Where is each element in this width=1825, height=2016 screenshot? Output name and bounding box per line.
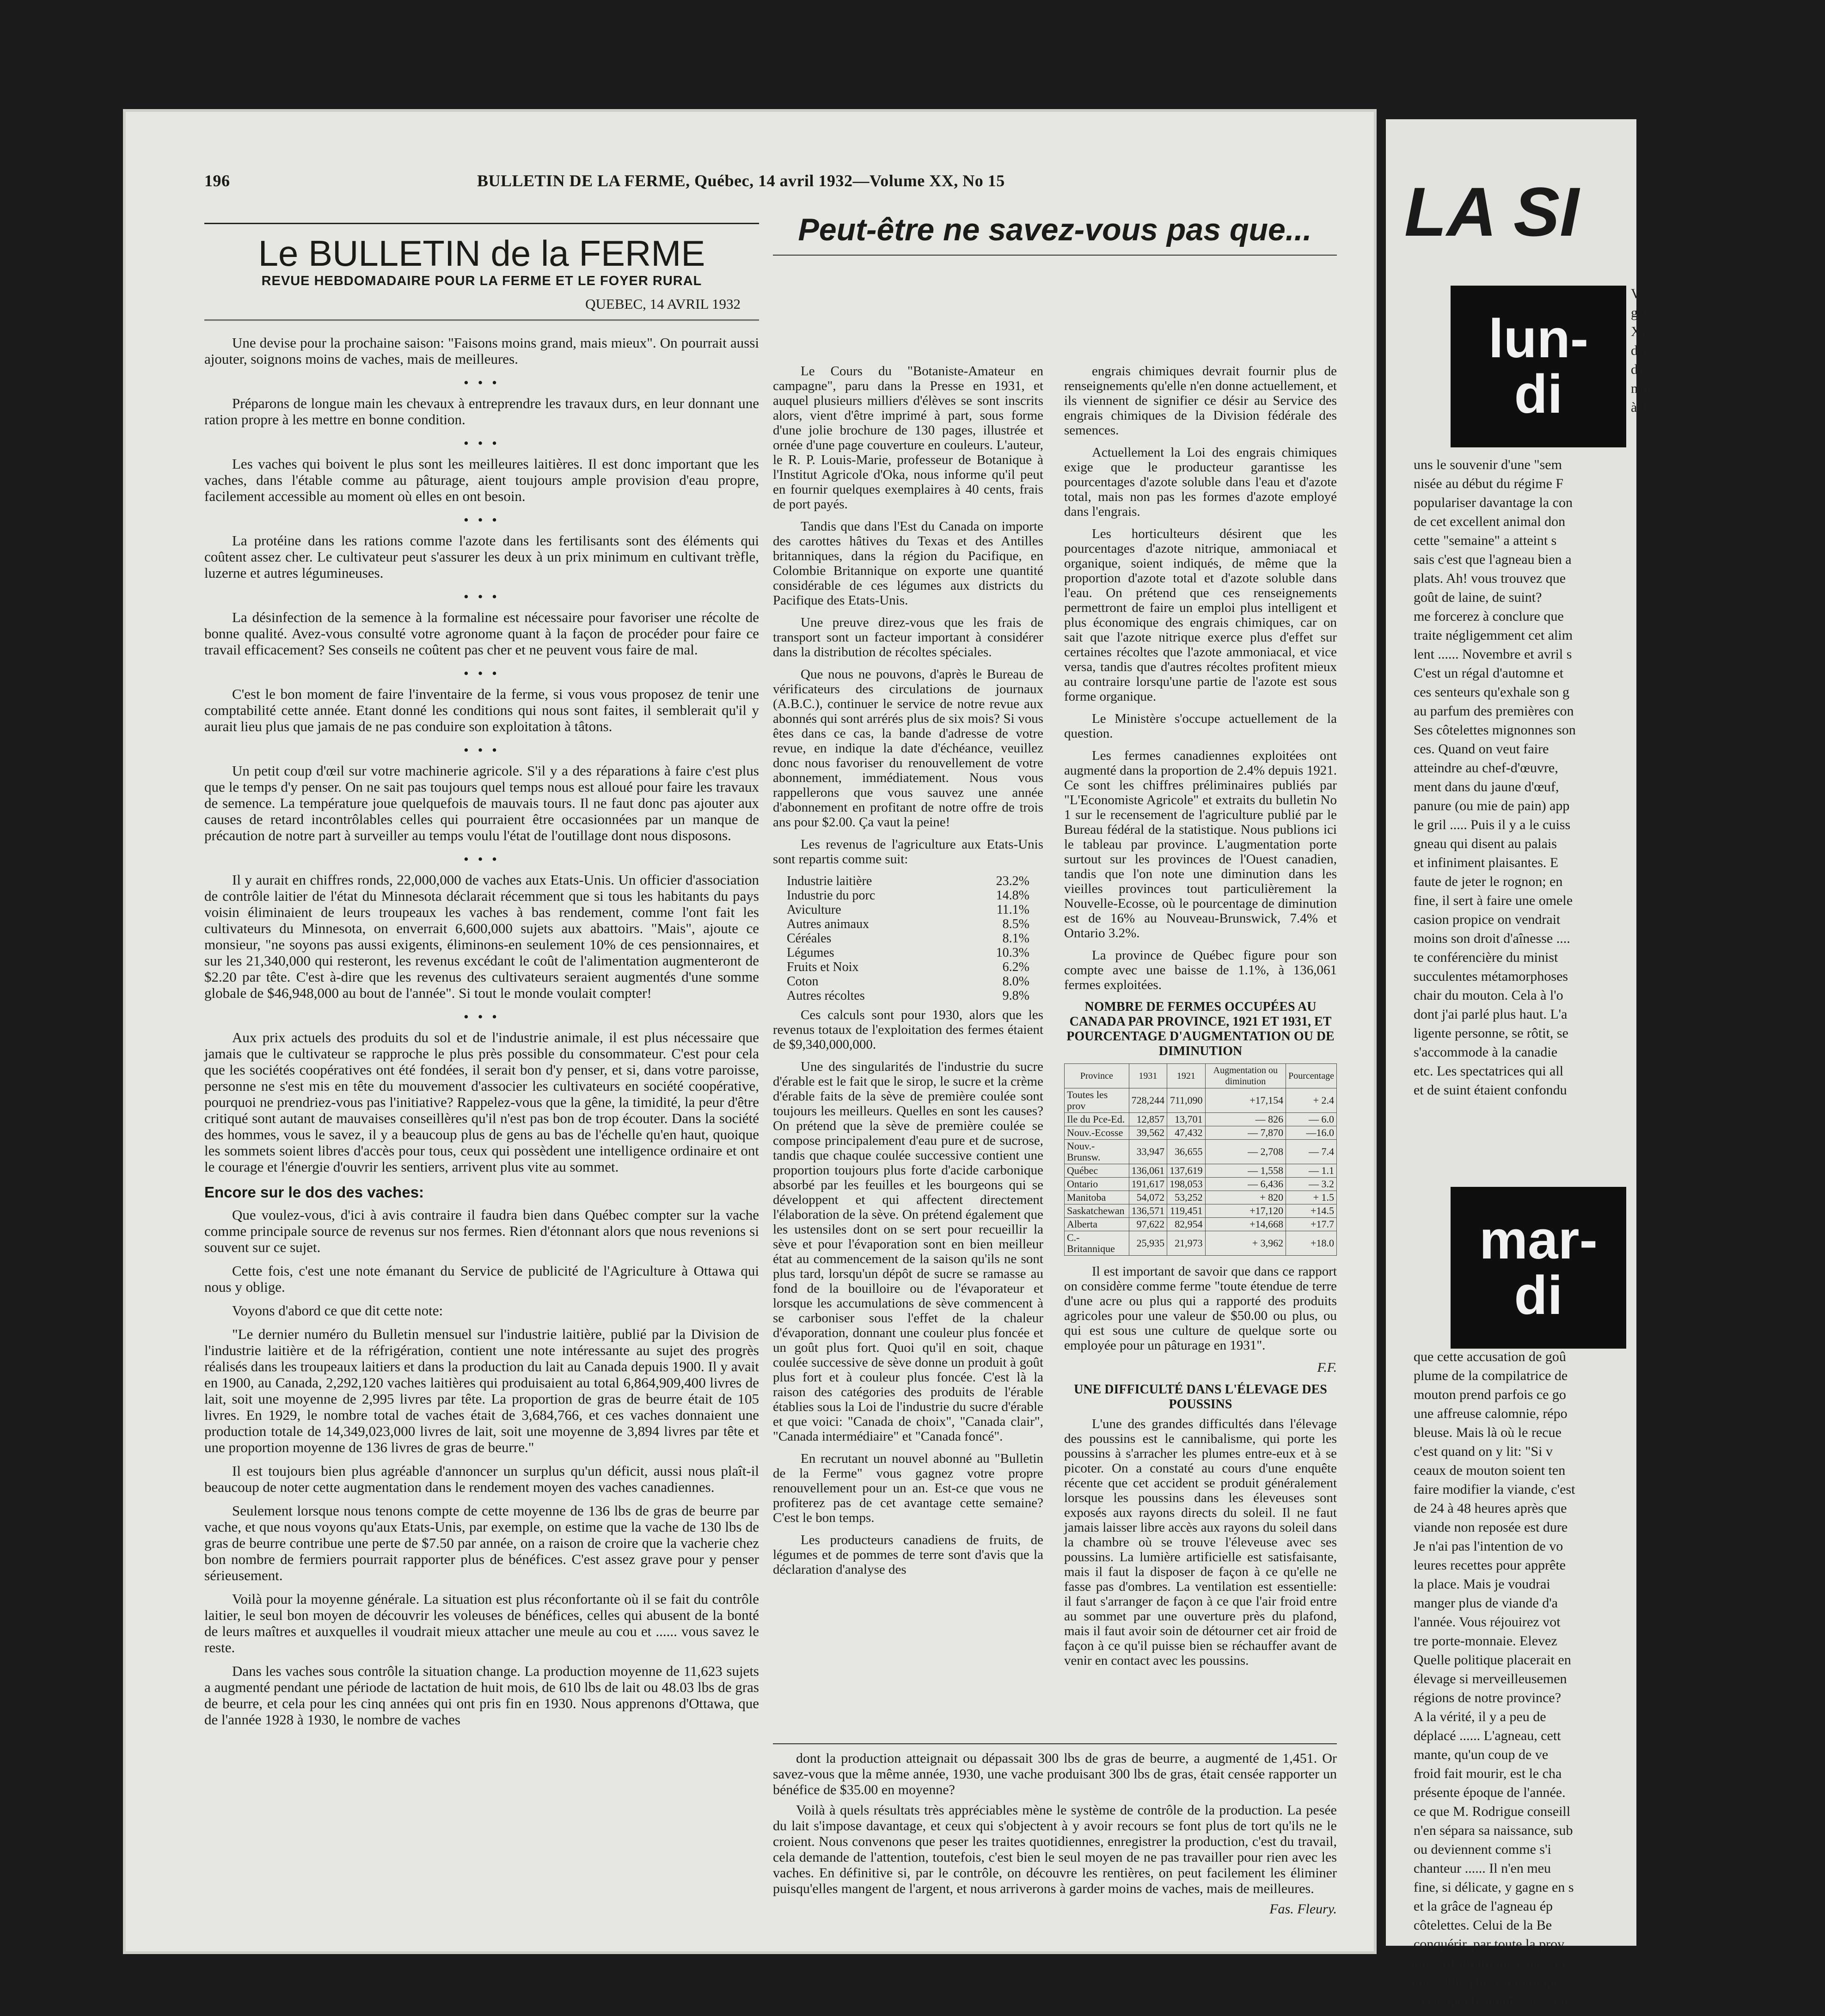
- adjacent-line: fine, il sert à faire une omele: [1414, 893, 1573, 908]
- table-cell: 728,244: [1129, 1088, 1167, 1113]
- table-cell: 97,622: [1129, 1218, 1167, 1231]
- adjacent-line: casion propice on vendrait: [1414, 912, 1561, 927]
- continued-text: [773, 1751, 1337, 1897]
- adjacent-line: atteindre au chef-d'œuvre,: [1414, 760, 1558, 776]
- revenue-percent: 10.3%: [996, 946, 1029, 960]
- adjacent-line: chair du mouton. Cela à l'o: [1414, 988, 1563, 1003]
- table-cell: — 6,436: [1205, 1178, 1286, 1191]
- table-row: [1065, 1113, 1337, 1126]
- table-cell: Ile du Pce-Ed.: [1065, 1113, 1129, 1126]
- feature-paragraph: Les revenus de l'agriculture aux Etats-Unis sont repartis comme suit:: [773, 837, 1043, 867]
- revenue-row: [787, 888, 1043, 903]
- adjacent-line: da: [1631, 343, 1644, 358]
- poussins-article: [1064, 1417, 1337, 1668]
- adjacent-line: etc. Les spectatrices qui all: [1414, 1063, 1564, 1079]
- adjacent-line: mouton prend parfois ce go: [1414, 1387, 1566, 1402]
- adjacent-line: Ve: [1631, 286, 1646, 301]
- table-cell: 82,954: [1167, 1218, 1206, 1231]
- feature-paragraph: Tandis que dans l'Est du Canada on importe des carottes hâtives du Texas et des Antilles britanniques, dans la région du Pacifique, en Colombie Britannique on exporte une quantité considérable de ces légumes aux districts du Pacifique des Etats-Unis.: [773, 519, 1043, 608]
- table-cell: 25,935: [1129, 1231, 1167, 1256]
- table-cell: +18.0: [1286, 1231, 1337, 1256]
- revenue-percent: 23.2%: [996, 874, 1029, 888]
- adjacent-line: n'en sépara sa naissance, sub: [1414, 1823, 1573, 1838]
- table-cell: +17,154: [1205, 1088, 1286, 1113]
- feature-paragraph: La province de Québec figure pour son compte avec une baisse de 1.1%, à 136,061 fermes exploitées.: [1064, 948, 1337, 992]
- adjacent-line: succulentes métamorphoses: [1414, 969, 1568, 984]
- article-paragraph: Il est toujours bien plus agréable d'annoncer un surplus qu'un déficit, aussi nous plaît-il beaucoup de noter cette augmentation dans le rendement moyen des vaches canadiennes.: [204, 1463, 759, 1495]
- table-cell: — 1,558: [1205, 1164, 1286, 1178]
- revenue-row: [787, 974, 1043, 989]
- continued-paragraph: dont la production atteignait ou dépassait 300 lbs de gras de beurre, a augmenté de 1,451. Or savez-vous que la même année, 1930, une vache produisant 300 lbs de gras, était censée rapporter un bénéfice de $35.00 en moyenne?: [773, 1751, 1337, 1797]
- table-cell: +17.7: [1286, 1218, 1337, 1231]
- table-row: [1065, 1191, 1337, 1204]
- adjacent-line: déplacé ...... L'agneau, cett: [1414, 1728, 1561, 1743]
- adjacent-line: de 24 à 48 heures après que: [1414, 1501, 1567, 1516]
- editorial-paragraph: Aux prix actuels des produits du sol et de l'industrie animale, il est plus nécessaire que jamais que le cultivateur se rapproche le plus près possible du consommateur. C'est pour cela que les sociétés coopératives ont été fondées, il serait bon d'y penser, et si, dans votre paroisse, personne ne s'est mis en tête du mouvement d'associer les cultivateurs en société coopérative, pourquoi ne prendriez-vous pas l'initiative? Rappelez-vous que la gêne, la timidité, la peur d'être critiqué sont autant de mauvaises conseillères qu'il n'est pas bon de trop écouter. Dans la société des hommes, vous le savez, il y a beaucoup plus de gens au bas de l'échelle qu'en haut, quoique les sommets soient libres d'accès pour tous, ceux qui possèdent une intelligence ordinaire et ont le courage et l'énergie d'ouvrir les sentiers, arrivent plus vite au sommet.: [204, 1029, 759, 1175]
- feature-paragraph: Les horticulteurs désirent que les pourcentages d'azote nitrique, ammoniacal et organique, soient indiqués, de même que la proportion d'azote total et d'azote soluble dans l'eau. On prétend que ces renseignements permettront de faire un emploi plus intelligent et plus économique des engrais chimiques, car on sait que l'azote nitrique exerce plus d'effet sur certaines récoltes que l'azote ammoniacal, et vice versa, tandis que d'autres récoltes profitent mieux au contraire lorsqu'une partie de l'azote est sous forme organique.: [1064, 526, 1337, 704]
- adjacent-line: de cet excellent animal don: [1414, 514, 1566, 529]
- feature-paragraph: Les producteurs canadiens de fruits, de légumes et de pommes de terre sont d'avis que la déclaration d'analyse des: [773, 1533, 1043, 1577]
- table-cell: +17,120: [1205, 1204, 1286, 1218]
- table-cell: 191,617: [1129, 1178, 1167, 1191]
- article-paragraph: Que voulez-vous, d'ici à avis contraire il faudra bien dans Québec compter sur la vache comme principale source de revenus sur nos fermes. Rien d'étonnant alors que nous revenions si souvent sur ce sujet.: [204, 1207, 759, 1255]
- day-monday-block: lun- di: [1451, 286, 1626, 447]
- table-cell: — 7.4: [1286, 1140, 1337, 1164]
- feature-paragraph: Ces calculs sont pour 1930, alors que les revenus totaux de l'exploitation des fermes étaient de $9,340,000,000.: [773, 1008, 1043, 1052]
- table-header-cell: Pourcentage: [1286, 1064, 1337, 1088]
- adjacent-line: ga: [1631, 305, 1644, 320]
- adjacent-line: de: [1631, 362, 1644, 377]
- adjacent-line: cette "semaine" a atteint s: [1414, 533, 1557, 548]
- farms-definition: [1064, 1264, 1337, 1353]
- adjacent-page: [1386, 119, 1649, 2009]
- table-cell: 136,571: [1129, 1204, 1167, 1218]
- revenue-row: [787, 931, 1043, 946]
- editorial-paragraph: La désinfection de la semence à la formaline est nécessaire pour favoriser une récolte de bonne qualité. Avez-vous consulté votre agronome quant à la façon de procéder pour faire ce travail efficacement? Ses conseils ne coûtent pas cher et ne peuvent vous faire de mal.: [204, 609, 759, 658]
- adjacent-line: faire modifier la viande, c'est: [1414, 1482, 1575, 1497]
- table-cell: +14.5: [1286, 1204, 1337, 1218]
- table-cell: — 1.1: [1286, 1164, 1337, 1178]
- table-cell: 33,947: [1129, 1140, 1167, 1164]
- editorial-paragraph: Une devise pour la prochaine saison: "Faisons moins grand, mais mieux". On pourrait aussi ajouter, soignons moins de vaches, mais de meilleures.: [204, 335, 759, 367]
- feature-notes-a: [773, 364, 1043, 867]
- feature-paragraph: Le Ministère s'occupe actuellement de la question.: [1064, 711, 1337, 741]
- table-cell: 53,252: [1167, 1191, 1206, 1204]
- adjacent-line: A la vérité, il y a peu de: [1414, 1709, 1546, 1724]
- adjacent-line: Avec quoi le nourrissez-vou: [1414, 1993, 1569, 2009]
- adjacent-line: élevage si merveilleusemen: [1414, 1671, 1567, 1686]
- feature-paragraph: Le Cours du "Botaniste-Amateur en campagne", paru dans la Presse en 1931, et auquel plusieurs milliers d'élèves se sont inscrits alors, vient d'être imprimé à part, sous forme d'une jolie brochure de 130 pages, illustrée et ornée d'une page couverture en couleurs. L'auteur, le R. P. Louis-Marie, professeur de Botanique à l'Institut Agricole d'Oka, nous informe qu'il peut en fournir quelques exemplaires à 40 cents, frais de port payés.: [773, 364, 1043, 512]
- adjacent-line: tre porte-monnaie. Elevez: [1414, 1633, 1557, 1649]
- table-cell: 137,619: [1167, 1164, 1206, 1178]
- revenue-row: [787, 874, 1043, 888]
- adjacent-line: et de suint étaient confondu: [1414, 1082, 1567, 1098]
- masthead-subtitle: REVUE HEBDOMADAIRE POUR LA FERME ET LE FOYER RURAL: [261, 274, 702, 288]
- table-cell: Alberta: [1065, 1218, 1129, 1231]
- adjacent-line: Xa: [1631, 324, 1647, 339]
- adjacent-text-middle: [1414, 457, 1635, 1101]
- table-cell: + 2.4: [1286, 1088, 1337, 1113]
- running-title: BULLETIN DE LA FERME, Québec, 14 avril 1932—Volume XX, No 15: [477, 171, 1005, 190]
- revenue-label: Aviculture: [787, 903, 841, 917]
- adjacent-line: froid fait mourir, est le cha: [1414, 1766, 1562, 1781]
- masthead-date: QUEBEC, 14 AVRIL 1932: [585, 296, 741, 312]
- adjacent-line: ces senteurs qu'exhale son g: [1414, 684, 1569, 700]
- adjacent-line: gneau qui disent au palais: [1414, 836, 1557, 851]
- adjacent-line: lent ...... Novembre et avril s: [1414, 647, 1572, 662]
- adjacent-line: ment dans du jaune d'œuf,: [1414, 779, 1559, 794]
- revenue-percent: 14.8%: [996, 888, 1029, 903]
- table-cell: Manitoba: [1065, 1191, 1129, 1204]
- farms-table-body: [1065, 1088, 1337, 1256]
- revenue-row: [787, 917, 1043, 931]
- article-paragraph: Voilà pour la moyenne générale. La situation est plus réconfortante où il se fait du contrôle laitier, le seul bon moyen de découvrir les voleuses de bénéfices, celles qui abusent de la bonté de leurs maîtres et auxquelles il voudrait mieux attacher une meule au cou et ...... vous savez le reste.: [204, 1591, 759, 1656]
- page-number: 196: [204, 171, 230, 190]
- editorial-paragraph: Un petit coup d'œil sur votre machinerie agricole. S'il y a des réparations à faire c'est plus que le temps d'y penser. On ne sait pas toujours quel temps nous est alloué pour faire les travaux de semence. La température joue quelquefois de mauvais tours. Il ne faut donc pas ajouter aux causes de retard incontrôlables celles qui pourraient être occasionnées par un manque de précaution de notre part à surveiller au temps voulu l'état de l'outillage dont nous disposons.: [204, 763, 759, 843]
- editorial-paragraph: Il y aurait en chiffres ronds, 22,000,000 de vaches aux Etats-Unis. Un officier d'association de contrôle laitier de l'état du Minnesota déclarait récemment que si tous les habitants du pays voisin éliminaient de leurs troupeaux les vaches à bas rendement, comme l'ont fait les cultivateurs du Minnesota, on enverrait 6,600,000 sujets aux abattoirs. "Mais", ajoute ce monsieur, "ne soyons pas aussi exigents, éliminons-en seulement 10% de ces pensionnaires, et sur les 21,340,000 qui resteront, les revenus excédant le coût de l'alimentation augmenteront de $2.20 par tête. C'est à-dire que les revenus des cultivateurs seraient augmentés d'une somme globale de $46,948,000 au bout de l'année". Si tout le monde voulait compter!: [204, 872, 759, 1001]
- adjacent-line: mante, qu'un coup de ve: [1414, 1747, 1549, 1762]
- initials: F.F.: [1317, 1360, 1337, 1375]
- feature-notes-b: [773, 1008, 1043, 1577]
- table-cell: 198,053: [1167, 1178, 1206, 1191]
- adjacent-line: ce que M. Rodrigue conseill: [1414, 1804, 1571, 1819]
- article-paragraph: Dans les vaches sous contrôle la situation change. La production moyenne de 11,623 sujets a augmenté pendant une période de lactation de huit mois, de 610 lbs de lait ou 48.03 lbs de gras de beurre, et cela pour les cinq années qui ont pris fin en 1930. Nous apprenons d'Ottawa, que de l'année 1928 à 1930, le nombre de vaches: [204, 1663, 759, 1728]
- adjacent-line: plume de la compilatrice de: [1414, 1368, 1568, 1383]
- table-cell: 21,973: [1167, 1231, 1206, 1256]
- adjacent-page-title: LA SI: [1404, 173, 1579, 250]
- newspaper-page: [126, 112, 1374, 1951]
- table-header-cell: Augmentation ou diminution: [1205, 1064, 1286, 1088]
- table-row: [1065, 1178, 1337, 1191]
- adjacent-line: et infiniment plaisantes. E: [1414, 855, 1559, 870]
- editorial-column: [204, 223, 759, 1735]
- farms-table-header: [1065, 1064, 1337, 1088]
- revenue-percent: 9.8%: [1002, 989, 1029, 1003]
- revenue-percent: 8.0%: [1002, 974, 1029, 989]
- adjacent-line: goût de laine, de suint?: [1414, 590, 1542, 605]
- table-row: [1065, 1218, 1337, 1231]
- adjacent-line: conquérir, par toute la prov: [1414, 1937, 1565, 1952]
- feature-paragraph: Les fermes canadiennes exploitées ont augmenté dans la proportion de 2.4% depuis 1921. Ce sont les chiffres préliminaires publiés par "L'Economiste Agricole" et extraits du bulletin No 1 sur le recensement de l'agriculture publié par le Bureau fédéral de la statistique. Nous publions ici le tableau par province. L'augmentation porte surtout sur les provinces de l'Ouest canadien, tandis que l'on note une diminution dans les vieilles provinces tout particulièrement la Nouvelle-Ecosse, où le pourcentage de diminution est de 16% au Nouveau-Brunswick, 7.4% et Ontario 3.2%.: [1064, 748, 1337, 941]
- table-cell: 47,432: [1167, 1126, 1206, 1140]
- table-cell: 39,562: [1129, 1126, 1167, 1140]
- table-cell: +14,668: [1205, 1218, 1286, 1231]
- adjacent-line: moins son droit d'aînesse ....: [1414, 931, 1570, 946]
- revenue-label: Industrie du porc: [787, 888, 876, 903]
- table-cell: 12,857: [1129, 1113, 1167, 1126]
- separator-dots: • • •: [463, 742, 500, 758]
- adjacent-line: sais c'est que l'agneau bien a: [1414, 552, 1572, 567]
- table-cell: 136,061: [1129, 1164, 1167, 1178]
- day-tuesday-block: mar- di: [1451, 1187, 1626, 1349]
- adjacent-line: et la grâce de l'agneau ép: [1414, 1899, 1553, 1914]
- revenue-label: Autres animaux: [787, 917, 870, 931]
- revenue-percent: 8.5%: [1002, 917, 1029, 931]
- feature-column-middle: [773, 364, 1043, 1584]
- article-paragraph: Cette fois, c'est une note émanant du Service de publicité de l'Agriculture à Ottawa qui nous y oblige.: [204, 1263, 759, 1295]
- table-cell: C.-Britannique: [1065, 1231, 1129, 1256]
- table-cell: Québec: [1065, 1164, 1129, 1178]
- adjacent-line: te conférencière du minist: [1414, 950, 1558, 965]
- revenue-label: Fruits et Noix: [787, 960, 859, 974]
- adjacent-line: ou deviennent comme s'i: [1414, 1842, 1551, 1857]
- separator-dots: • • •: [463, 374, 500, 391]
- feature-paragraph: En recrutant un nouvel abonné au "Bulletin de la Ferme" vous gagnez votre propre renouvellement pour un an. Est-ce que vous ne profiterez pas de cet avantage cette semaine? C'est le bon temps.: [773, 1451, 1043, 1525]
- article-paragraph: Voyons d'abord ce que dit cette note:: [232, 1302, 443, 1319]
- revenue-label: Céréales: [787, 931, 832, 946]
- table-cell: 13,701: [1167, 1113, 1206, 1126]
- revenue-label: Légumes: [787, 946, 834, 960]
- table-cell: + 820: [1205, 1191, 1286, 1204]
- table-cell: — 2,708: [1205, 1140, 1286, 1164]
- adjacent-text-top: [1631, 286, 1825, 418]
- adjacent-line: Quelle politique placerait en: [1414, 1652, 1571, 1668]
- adjacent-line: s'accommode à la canadie: [1414, 1045, 1558, 1060]
- separator-dots: • • •: [463, 851, 500, 867]
- separator-dots: • • •: [463, 665, 500, 681]
- table-cell: Toutes les prov: [1065, 1088, 1129, 1113]
- adjacent-line: c'est quand on y lit: "Si v: [1414, 1444, 1553, 1459]
- table-row: [1065, 1204, 1337, 1218]
- table-cell: + 3,962: [1205, 1231, 1286, 1256]
- table-cell: — 7,870: [1205, 1126, 1286, 1140]
- separator-dots: • • •: [463, 435, 500, 451]
- revenue-percent: 8.1%: [1002, 931, 1029, 946]
- table-cell: Nouv.-Ecosse: [1065, 1126, 1129, 1140]
- adjacent-line: populariser davantage la con: [1414, 495, 1573, 510]
- table-cell: Ontario: [1065, 1178, 1129, 1191]
- feature-headline: Peut-être ne savez-vous pas que...: [773, 211, 1337, 256]
- adjacent-line: uns le souvenir d'une "sem: [1414, 457, 1562, 472]
- feature-column-right: [1064, 364, 1337, 1675]
- adjacent-line: mo: [1631, 381, 1649, 396]
- feature-paragraph: Une preuve direz-vous que les frais de transport sont un facteur important à considérer dans la distribution de récoltes spéciales.: [773, 615, 1043, 660]
- table-cell: 711,090: [1167, 1088, 1206, 1113]
- adjacent-line: le gril ..... Puis il y a le cuiss: [1414, 817, 1571, 832]
- editorial-paragraph: La protéine dans les rations comme l'azote dans les fertilisants sont des éléments qui coûtent assez cher. Le cultivateur peut s'assurer les deux à un prix minimum en cultivant trèfle, luzerne et autres légumineuses.: [204, 532, 759, 581]
- revenue-label: Autres récoltes: [787, 989, 865, 1003]
- adjacent-line: la place. Mais je voudrai: [1414, 1576, 1550, 1592]
- separator-dots: • • •: [463, 588, 500, 605]
- table-header-cell: 1921: [1167, 1064, 1206, 1088]
- table-cell: + 1.5: [1286, 1191, 1337, 1204]
- adjacent-line: plats. Ah! vous trouvez que: [1414, 571, 1566, 586]
- feature-paragraph: Une des singularités de l'industrie du sucre d'érable est le fait que le sirop, le sucre et la crème d'érable faits de la sève de première coulée sont toujours les meilleurs. Quelles en sont les causes? On prétend que la sève de première coulée se compose principalement d'eau pure et de sucrose, tandis que chaque coulée successive contient une proportion toujours plus forte d'acide carbonique absorbé par les feuilles et les bourgeons qui se développent et qui affectent directement l'élaboration de la sève. On prétend également que les ustensiles dont on se sert pour recueillir la sève et pour l'évaporation sont en bien meilleur état au commencement de la saison qu'ils ne sont plus tard, lorsqu'un dépôt de sucre se ramasse au fond de la bouilloire ou de l'évaporateur et lorsque les accumulations de sève commencent à se carboniser sous l'effet de la chaleur d'évaporation, donnant une couleur plus foncée et un goût plus fort. Quoi qu'il en soit, chaque coulée successive de sève donne un produit à goût plus fort et à couleur plus foncée. C'est là la raison des catégories des produits de l'érable établies sous la Loi de l'industrie du sucre d'érable et que voici: "Canada de choix", "Canada clair", "Canada intermédiaire" et "Canada foncé".: [773, 1059, 1043, 1444]
- continued-paragraph: Voilà à quels résultats très appréciables mène le système de contrôle de la production. La pesée du lait s'impose davantage, et ceux qui s'objectent à y avoir recours se font plus de tort qu'ils ne le croient. Nous convenons que peser les traites quotidiennes, enregistrer la production, c'est du travail, cela demande de l'attention, toutefois, c'est bien le seul moyen de ne pas travailler pour rien avec les vaches. En définitive si, par le contrôle, on découvre les rentières, on peut facilement les éliminer puisqu'elles mangent de l'argent, et nous arriverons à garder moins de vaches, mais de meilleures.: [773, 1802, 1337, 1896]
- table-cell: — 3.2: [1286, 1178, 1337, 1191]
- revenue-breakdown: [787, 874, 1043, 1003]
- table-cell: 36,655: [1167, 1140, 1206, 1164]
- adjacent-line: traite négligemment cet alim: [1414, 628, 1573, 643]
- table-cell: 119,451: [1167, 1204, 1206, 1218]
- masthead: [204, 223, 759, 321]
- table-row: [1065, 1140, 1337, 1164]
- running-header: [204, 171, 1346, 199]
- editorial-paragraph: C'est le bon moment de faire l'inventaire de la ferme, si vous vous proposez de tenir une comptabilité cette année. Etant donné les conditions qui nous sont faites, il semblerait qu'il y aurait lieu plus que jamais de ne pas conduire son exploitation à tâtons.: [204, 686, 759, 734]
- table-cell: 54,072: [1129, 1191, 1167, 1204]
- farms-table: [1064, 1063, 1337, 1256]
- table-row: [1065, 1088, 1337, 1113]
- adjacent-line: ces. Quand on veut faire: [1414, 741, 1549, 757]
- adjacent-line: à l: [1631, 400, 1645, 415]
- revenue-percent: 6.2%: [1002, 960, 1029, 974]
- adjacent-line: l'année. Vous réjouirez vot: [1414, 1614, 1561, 1630]
- poussins-heading: UNE DIFFICULTÉ DANS L'ÉLEVAGE DES POUSSINS: [1074, 1382, 1327, 1411]
- feature-paragraph: Actuellement la Loi des engrais chimiques exige que le producteur garantisse les pourcentages d'azote soluble dans l'eau et d'azote total, mais non pas les formes d'azote employé dans l'engrais.: [1064, 445, 1337, 519]
- separator-dots: • • •: [463, 512, 500, 528]
- separator-dots: • • •: [463, 1008, 500, 1025]
- adjacent-line: chanteur ...... Il n'en meu: [1414, 1861, 1551, 1876]
- revenue-label: Coton: [787, 974, 819, 989]
- adjacent-line: ceaux de mouton soient ten: [1414, 1463, 1566, 1478]
- section-subhead: Encore sur le dos des vaches:: [204, 1184, 424, 1201]
- adjacent-line: C'est un régal d'automne et: [1414, 666, 1564, 681]
- adjacent-line: que. M. Rodrigue a bien ra: [1414, 1955, 1563, 1971]
- adjacent-line: manger plus de viande d'a: [1414, 1595, 1558, 1611]
- article-paragraph: Seulement lorsque nous tenons compte de cette moyenne de 136 lbs de gras de beurre par vache, et que nous voyons qu'aux Etats-Unis, par exemple, on estime que la vache de 130 lbs de gras de beurre contribue une perte de $7.50 par année, on a raison de croire que la vacherie chez bon nombre de fermiers pourrait rapporter plus de bénéfices. C'est assez grave pour y penser sérieusement.: [204, 1503, 759, 1583]
- adjacent-line: au parfum des premières con: [1414, 703, 1574, 719]
- revenue-row: [787, 946, 1043, 960]
- table-cell: Nouv.-Brunsw.: [1065, 1140, 1129, 1164]
- adjacent-line: me forcerez à conclure que: [1414, 609, 1564, 624]
- table-row: [1065, 1164, 1337, 1178]
- table-row: [1065, 1231, 1337, 1256]
- adjacent-text-bottom: [1414, 1349, 1635, 2012]
- adjacent-line: bleuse. Mais là où le recue: [1414, 1425, 1562, 1440]
- revenue-row: [787, 960, 1043, 974]
- continued-article: [773, 1743, 1337, 1922]
- adjacent-line: fine, si délicate, y gagne en s: [1414, 1880, 1574, 1895]
- revenue-percent: 11.1%: [996, 903, 1029, 917]
- revenue-row: [787, 989, 1043, 1003]
- farms-table-title: NOMBRE DE FERMES OCCUPÉES AU CANADA PAR PROVINCE, 1921 ET 1931, ET POURCENTAGE D'AUGMENTATION OU DE DIMINUTION: [1066, 1000, 1335, 1058]
- feature-paragraph: Il est important de savoir que dans ce rapport on considère comme ferme "toute étendue de terre d'une acre ou plus qui a rapporté des produits agricoles pour une valeur de $50.00 ou plus, ou qui est sous une culture de quelque sorte ou employée pour un pâturage en 1931".: [1064, 1264, 1337, 1353]
- adjacent-line: ton est le plus économique: [1414, 1974, 1562, 1990]
- feature-paragraph: Que nous ne pouvons, d'après le Bureau de vérificateurs des circulations de journaux (A.B.C.), continuer le service de notre revue aux abonnés qui sont arrérés plus de six mois? Si vous êtes dans ce cas, la bande d'adresse de votre revue, en indique la date d'échéance, veuillez donc nous favoriser du renouvellement de votre abonnement, immédiatement. Nous vous rappellerons que vous sauvez une année d'abonnement en profitant de notre offre de trois ans pour $2.00. Ça vaut la peine!: [773, 667, 1043, 830]
- table-header-cell: Province: [1065, 1064, 1129, 1088]
- author-signature: Fas. Fleury.: [1269, 1901, 1337, 1917]
- table-cell: — 6.0: [1286, 1113, 1337, 1126]
- editorial-paragraph: Les vaches qui boivent le plus sont les meilleures laitières. Il est donc important que les vaches, dans l'étable comme au pâturage, aient toujours ample provision d'eau propre, facilement accessible au moment où elles en ont besoin.: [204, 456, 759, 504]
- masthead-title: Le BULLETIN de la FERME: [258, 233, 705, 274]
- adjacent-line: Je n'ai pas l'intention de vo: [1414, 1539, 1563, 1554]
- adjacent-line: leures recettes pour apprête: [1414, 1558, 1566, 1573]
- adjacent-line: ligente personne, se rôtit, se: [1414, 1026, 1568, 1041]
- article-paragraph: "Le dernier numéro du Bulletin mensuel sur l'industrie laitière, publié par la Division de l'industrie laitière et de la réfrigération, contient une note intéressante au sujet des progrès réalisés dans les troupeaux laitiers et dans la production du lait au Canada depuis 1900. Il y avait en 1900, au Canada, 2,292,120 vaches laitières qui produisaient au total 6,864,909,400 livres de lait, soit une moyenne de 2,995 livres par tête. La proportion de gras de beurre était de 105 livres. En 1929, le nombre total de vaches était de 3,684,766, et ces vaches donnaient une production totale de 14,349,023,000 livres de lait, soit une moyenne de 3,894 livres par tête et une proportion moyenne de 136 livres de gras de beurre.": [204, 1326, 759, 1455]
- poussins-paragraph: L'une des grandes difficultés dans l'élevage des poussins est le cannibalisme, qui porte les poussins à s'arracher les plumes entre-eux et à se picoter. On a constaté au cours d'une enquête récente que cet accident se produit généralement lorsque les poussins dans les éleveuses sont exposés aux rayons directs du soleil. Il ne faut jamais laisser libre accès aux rayons du soleil dans la chambre où se trouve l'éleveuse avec ses poussins. La lumière artificielle est satisfaisante, mais il faut la disposer de façon à ce qu'elle ne fasse pas d'ombres. La ventilation est essentielle: il faut s'arranger de façon à ce que l'air froid entre au sommet par une ouverture près du plafond, mais il faut avoir soin de détourner cet air froid de façon à ce qu'il puisse bien se réchauffer avant de venir en contact avec les poussins.: [1064, 1417, 1337, 1668]
- adjacent-line: nisée au début du régime F: [1414, 476, 1564, 491]
- adjacent-line: Ses côtelettes mignonnes son: [1414, 722, 1576, 738]
- fertilizer-notes: [1064, 364, 1337, 992]
- table-cell: Saskatchewan: [1065, 1204, 1129, 1218]
- adjacent-line: une affreuse calomnie, répo: [1414, 1406, 1568, 1421]
- table-cell: — 826: [1205, 1113, 1286, 1126]
- dairy-article: [204, 1207, 759, 1728]
- revenue-row: [787, 903, 1043, 917]
- editorial-notes: [204, 335, 759, 1175]
- adjacent-line: côtelettes. Celui de la Be: [1414, 1918, 1552, 1933]
- revenue-label: Industrie laitière: [787, 874, 872, 888]
- feature-paragraph: engrais chimiques devrait fournir plus de renseignements qu'elle n'en donne actuellement, et ils viennent de signifier ce désir au Service des engrais chimiques de la Division fédérale des semences.: [1064, 364, 1337, 438]
- adjacent-line: faute de jeter le rognon; en: [1414, 874, 1563, 889]
- adjacent-line: présente époque de l'année.: [1414, 1785, 1566, 1800]
- table-cell: —16.0: [1286, 1126, 1337, 1140]
- adjacent-line: dont j'ai parlé plus haut. L'a: [1414, 1007, 1568, 1022]
- adjacent-line: régions de notre province?: [1414, 1690, 1562, 1705]
- adjacent-line: panure (ou mie de pain) app: [1414, 798, 1570, 813]
- adjacent-line: viande non reposée est dure: [1414, 1520, 1568, 1535]
- adjacent-line: que cette accusation de goû: [1414, 1349, 1566, 1364]
- table-header-cell: 1931: [1129, 1064, 1167, 1088]
- table-row: [1065, 1126, 1337, 1140]
- editorial-paragraph: Préparons de longue main les chevaux à entreprendre les travaux durs, en leur donnant une ration propre à les mettre en bonne condition.: [204, 395, 759, 428]
